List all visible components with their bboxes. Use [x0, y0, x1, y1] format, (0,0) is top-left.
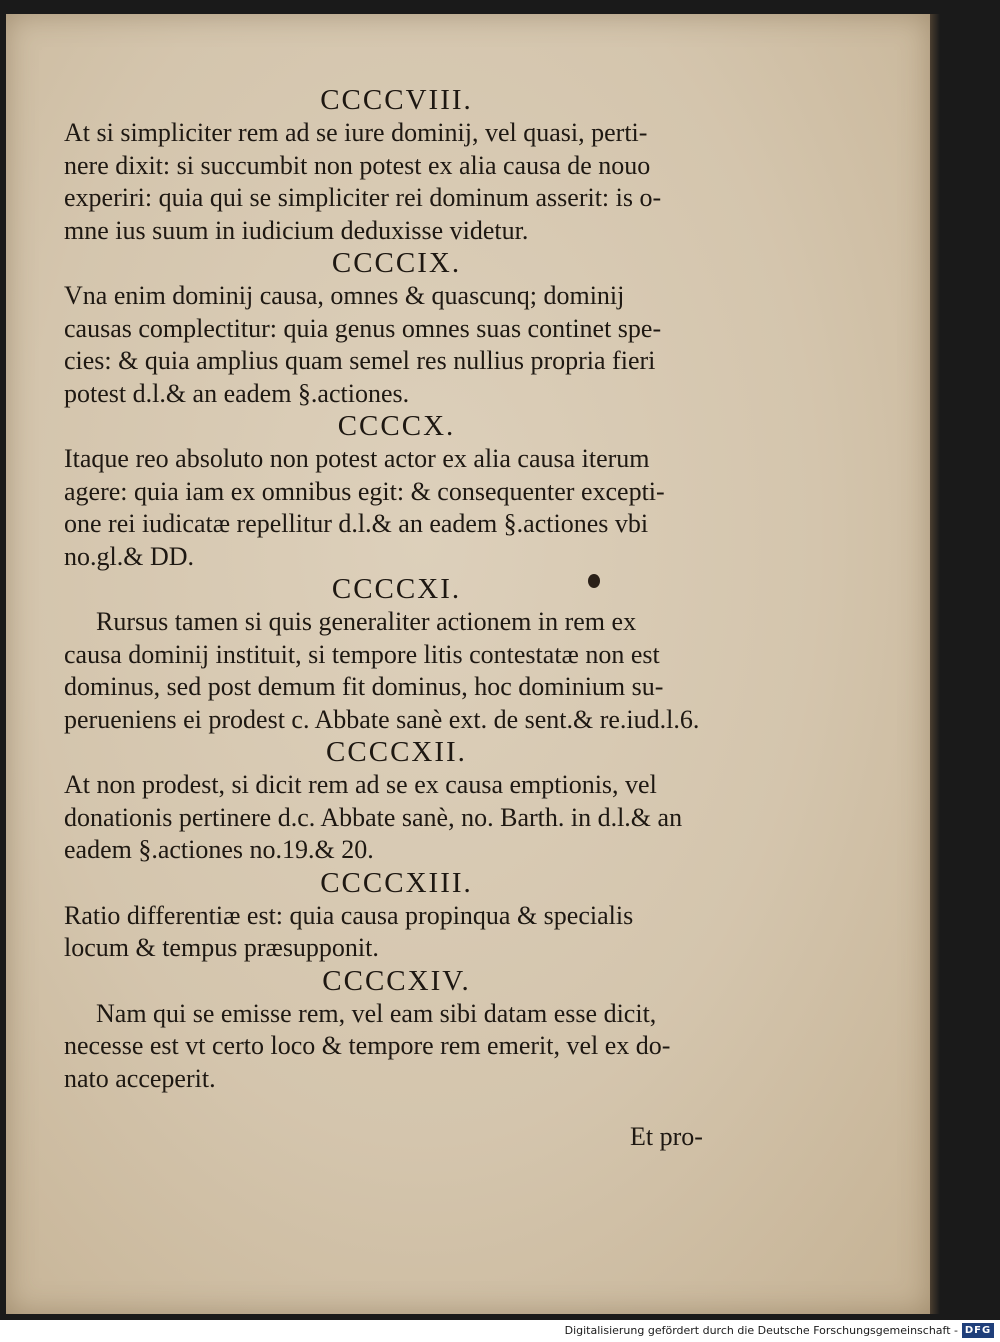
section-paragraph: [64, 900, 729, 965]
text-line: At si simpliciter rem ad se iure dominij, vel quasi, perti-: [64, 118, 648, 147]
text-line: necesse est vt certo loco & tempore rem emerit, vel ex do-: [64, 1031, 671, 1060]
page-edge: [930, 14, 940, 1314]
text-line: Rursus tamen si quis generaliter actionem in rem ex: [96, 607, 637, 636]
section-number: CCCCXIV.: [322, 964, 471, 997]
text-line: Ratio differentiæ est: quia causa propinqua & specialis: [64, 900, 634, 930]
footer-credit: Digitalisierung gefördert durch die Deutsche Forschungsgemeinschaft -: [564, 1324, 958, 1337]
section-number: CCCCXII.: [326, 736, 467, 768]
footer-bar: [0, 1320, 1000, 1342]
section-number: CCCCIX.: [331, 247, 462, 279]
section-paragraph: [64, 117, 729, 247]
text-line: causa dominij instituit, si tempore litis contestatæ non est: [64, 639, 660, 669]
section-paragraph: [64, 998, 729, 1096]
page-text: [64, 84, 729, 1095]
text-line: Nam qui se emisse rem, vel eam sibi datam esse dicit,: [96, 998, 657, 1028]
text-line: At non prodest, si dicit rem ad se ex causa emptionis, vel: [64, 770, 657, 799]
ink-blot: [588, 574, 600, 588]
text-line: cies: & quia amplius quam semel res nullius propria fieri: [64, 346, 656, 375]
section-paragraph: [64, 769, 729, 867]
text-line: agere: quia iam ex omnibus egit: & consequenter excepti-: [64, 476, 665, 506]
catchword: Et pro-: [630, 1122, 703, 1151]
text-line: potest d.l.& an eadem §.actiones.: [64, 378, 410, 408]
text-line: nere dixit: si succumbit non potest ex alia causa de nouo: [64, 150, 651, 180]
text-line: nato acceperit.: [64, 1063, 216, 1093]
section-number: CCCCVIII.: [320, 84, 473, 116]
text-line: donationis pertinere d.c. Abbate sanè, no. Barth. in d.l.& an: [64, 802, 683, 832]
section-paragraph: [64, 280, 729, 410]
section-number: CCCCX.: [337, 410, 456, 442]
text-line: causas complectitur: quia genus omnes suas continet spe-: [64, 313, 662, 343]
text-line: one rei iudicatæ repellitur d.l.& an eadem §.actiones vbi: [64, 509, 649, 538]
text-line: perueniens ei prodest c. Abbate sanè ext. de sent.& re.iud.l.6.: [64, 704, 700, 734]
section-number: CCCCXI.: [331, 573, 462, 605]
text-line: eadem §.actiones no.19.& 20.: [64, 835, 374, 864]
text-line: dominus, sed post demum fit dominus, hoc dominium su-: [64, 672, 664, 701]
text-line: locum & tempus præsupponit.: [64, 933, 379, 962]
text-line: mne ius suum in iudicium deduxisse videtur.: [64, 215, 529, 245]
section-paragraph: [64, 443, 729, 573]
text-line: no.gl.& DD.: [64, 541, 194, 571]
text-line: experiri: quia qui se simpliciter rei dominum asserit: is o-: [64, 183, 662, 212]
section-paragraph: [64, 606, 729, 736]
text-line: Itaque reo absoluto non potest actor ex alia causa iterum: [64, 444, 650, 473]
text-line: Vna enim dominij causa, omnes & quascunq; dominij: [64, 281, 625, 310]
section-number: CCCCXIII.: [320, 866, 473, 899]
dfg-logo-icon: DFG: [962, 1323, 994, 1338]
